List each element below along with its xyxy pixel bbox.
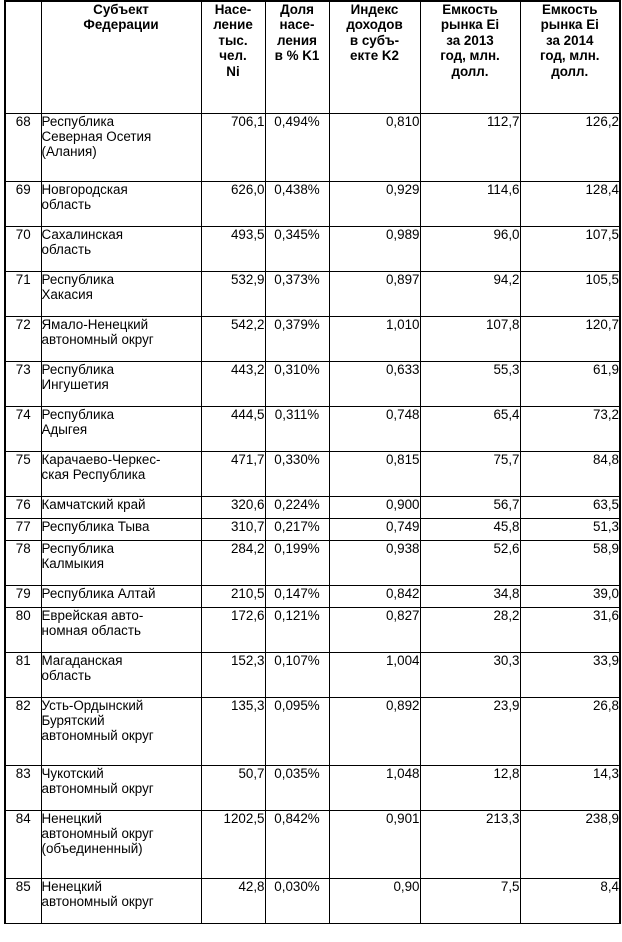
cell-population: 706,1 [201,113,265,181]
cell-income-index: 0,90 [329,878,420,923]
cell-index: 72 [5,316,41,361]
text-line: Республика [41,361,115,377]
cell-capacity-2014: 107,5 [520,226,620,271]
column-header-income-index-lines [330,2,420,64]
cell-subject [41,652,201,697]
cell-share: 0,030% [265,878,329,923]
cell-capacity-2013: 23,9 [420,697,520,765]
table-row[interactable] [5,607,620,652]
cell-income-index: 0,827 [329,607,420,652]
cell-income-index: 0,892 [329,697,420,765]
cell-population: 493,5 [201,226,265,271]
cell-income-index: 0,900 [329,496,420,518]
cell-index: 73 [5,361,41,406]
text-line: Насе- [214,2,252,17]
cell-capacity-2014: 51,3 [520,518,620,540]
cell-population: 532,9 [201,271,265,316]
table-row[interactable] [5,181,620,226]
cell-index: 80 [5,607,41,652]
cell-subject [41,585,201,607]
cell-income-index: 0,901 [329,810,420,878]
cell-share: 0,842% [265,810,329,878]
cell-share: 0,107% [265,652,329,697]
cell-capacity-2014: 73,2 [520,406,620,451]
text-line: Бурятский [41,712,105,728]
cell-income-index: 1,048 [329,765,420,810]
text-line: чел. [219,48,247,64]
table-row[interactable] [5,810,620,878]
cell-share: 0,095% [265,697,329,765]
column-header-capacity-2013 [420,1,520,113]
cell-income-index: 0,842 [329,585,420,607]
table-row[interactable] [5,316,620,361]
text-line: ления [277,32,317,48]
cell-income-index: 0,810 [329,113,420,181]
cell-capacity-2013: 56,7 [420,496,520,518]
cell-share: 0,438% [265,181,329,226]
cell-capacity-2013: 213,3 [420,810,520,878]
text-line: долл. [551,63,589,79]
cell-subject [41,878,201,923]
cell-capacity-2014: 39,0 [520,585,620,607]
cell-index: 69 [5,181,41,226]
text-line: Чукотский [41,765,104,781]
cell-index: 82 [5,697,41,765]
text-line: Республика Алтай [41,585,156,601]
table-row[interactable] [5,271,620,316]
table-row[interactable] [5,451,620,496]
cell-income-index: 0,989 [329,226,420,271]
cell-share: 0,121% [265,607,329,652]
cell-population: 310,7 [201,518,265,540]
cell-subject [41,316,201,361]
cell-income-index: 0,938 [329,540,420,585]
cell-capacity-2014: 61,9 [520,361,620,406]
column-header-subject-lines [44,2,199,33]
cell-subject [41,271,201,316]
cell-subject [41,226,201,271]
cell-capacity-2014: 8,4 [520,878,620,923]
table-row[interactable] [5,496,620,518]
column-header-income-index [329,1,420,113]
text-line: Емкость [541,2,598,17]
table-row[interactable] [5,697,620,765]
cell-capacity-2013: 107,8 [420,316,520,361]
cell-share: 0,311% [265,406,329,451]
cell-subject [41,697,201,765]
column-header-population-lines [202,2,265,79]
cell-share: 0,345% [265,226,329,271]
cell-capacity-2013: 94,2 [420,271,520,316]
table-row[interactable] [5,878,620,923]
text-line: Ненецкий [41,810,102,826]
cell-index: 77 [5,518,41,540]
text-line: Республика Тыва [41,518,150,534]
cell-population: 284,2 [201,540,265,585]
text-line: (объединенный) [41,841,143,857]
cell-share: 0,224% [265,496,329,518]
table-header [5,1,620,113]
text-line: год, млн. [539,48,600,64]
text-line: Хакасия [41,286,93,302]
cell-share: 0,379% [265,316,329,361]
cell-population: 1202,5 [201,810,265,878]
cell-capacity-2013: 96,0 [420,226,520,271]
text-line: Новгородская [41,181,128,197]
cell-capacity-2014: 126,2 [520,113,620,181]
cell-subject [41,810,201,878]
cell-capacity-2013: 52,6 [420,540,520,585]
column-header-share [265,1,329,113]
cell-subject [41,361,201,406]
cell-capacity-2013: 28,2 [420,607,520,652]
cell-income-index: 1,004 [329,652,420,697]
cell-capacity-2013: 12,8 [420,765,520,810]
text-line: Калмыкия [41,555,104,571]
cell-income-index: 0,929 [329,181,420,226]
cell-index: 76 [5,496,41,518]
text-line: за 2013 [446,32,494,48]
cell-income-index: 0,633 [329,361,420,406]
text-line: Ненецкий [41,878,102,894]
cell-share: 0,147% [265,585,329,607]
cell-population: 152,3 [201,652,265,697]
cell-share: 0,494% [265,113,329,181]
column-header-population [201,1,265,113]
column-header-capacity-2014 [520,1,620,113]
table-row[interactable] [5,518,620,540]
cell-subject [41,518,201,540]
text-line: автономный округ [41,728,154,744]
header-row [5,1,620,113]
cell-share: 0,035% [265,765,329,810]
cell-capacity-2013: 34,8 [420,585,520,607]
cell-income-index: 1,010 [329,316,420,361]
text-line: область [41,241,92,257]
text-line: доходов [346,17,403,33]
cell-capacity-2013: 55,3 [420,361,520,406]
text-line: Республика [41,113,115,129]
cell-population: 172,6 [201,607,265,652]
cell-capacity-2014: 105,5 [520,271,620,316]
cell-capacity-2013: 114,6 [420,181,520,226]
text-line: екте K2 [350,48,399,64]
text-line: автономный округ [41,780,154,796]
cell-subject [41,181,201,226]
cell-population: 50,7 [201,765,265,810]
cell-population: 135,3 [201,697,265,765]
text-line: Еврейская авто- [41,607,144,623]
text-line: автономный округ [41,893,154,909]
text-line: за 2014 [546,32,594,48]
text-line: Субъект [93,2,149,17]
cell-subject [41,540,201,585]
text-line: Северная Осетия [41,128,152,144]
table-row[interactable] [5,652,620,697]
cell-index: 84 [5,810,41,878]
text-line: Ингушетия [41,376,109,392]
cell-share: 0,199% [265,540,329,585]
text-line: автономный округ [41,331,154,347]
cell-index: 79 [5,585,41,607]
cell-population: 626,0 [201,181,265,226]
column-header-capacity-2013-lines [421,2,520,79]
cell-share: 0,310% [265,361,329,406]
column-header-share-lines [266,2,329,64]
text-line: Индекс [350,2,399,17]
cell-index: 83 [5,765,41,810]
text-line: ление [213,17,253,33]
column-header-subject [41,1,201,113]
text-line: насе- [279,17,315,33]
text-line: Камчатский край [41,496,146,512]
cell-capacity-2014: 84,8 [520,451,620,496]
text-line: рынка Ei [440,17,500,33]
cell-capacity-2014: 238,9 [520,810,620,878]
text-line: тыс. [218,32,248,48]
cell-population: 42,8 [201,878,265,923]
table-row[interactable] [5,540,620,585]
cell-index: 70 [5,226,41,271]
text-line: в % K1 [274,48,320,64]
text-line: рынка Ei [540,17,599,33]
cell-population: 443,2 [201,361,265,406]
cell-share: 0,373% [265,271,329,316]
cell-capacity-2014: 128,4 [520,181,620,226]
cell-subject [41,406,201,451]
cell-capacity-2014: 120,7 [520,316,620,361]
table-row[interactable] [5,406,620,451]
cell-capacity-2014: 26,8 [520,697,620,765]
text-line: год, млн. [440,48,500,64]
cell-capacity-2013: 65,4 [420,406,520,451]
table-row[interactable] [5,226,620,271]
cell-index: 68 [5,113,41,181]
cell-subject [41,496,201,518]
text-line: Сахалинская [41,226,123,242]
table-body [5,113,620,923]
cell-population: 210,5 [201,585,265,607]
text-line: в субъ- [349,32,400,48]
text-line: ская Республика [41,466,146,482]
text-line: Республика [41,406,115,422]
text-line: Усть-Ордынский [41,697,144,713]
cell-subject [41,451,201,496]
text-line: Емкость [442,2,498,17]
text-line: область [41,667,92,683]
cell-capacity-2013: 7,5 [420,878,520,923]
cell-capacity-2013: 112,7 [420,113,520,181]
cell-subject [41,765,201,810]
text-line: Республика [41,540,115,556]
text-line: Карачаево-Черкес- [41,451,161,467]
text-line: Адыгея [41,421,88,437]
text-line: Доля [280,2,314,17]
cell-subject [41,113,201,181]
cell-income-index: 0,748 [329,406,420,451]
text-line: номная область [41,622,141,638]
table-row[interactable] [5,113,620,181]
cell-capacity-2013: 75,7 [420,451,520,496]
cell-income-index: 0,749 [329,518,420,540]
cell-index: 75 [5,451,41,496]
cell-population: 320,6 [201,496,265,518]
text-line: Ямало-Ненецкий [41,316,149,332]
text-line: автономный округ [41,825,154,841]
cell-population: 471,7 [201,451,265,496]
cell-income-index: 0,815 [329,451,420,496]
text-line: Ni [226,63,240,79]
cell-index: 81 [5,652,41,697]
cell-capacity-2014: 14,3 [520,765,620,810]
cell-capacity-2014: 63,5 [520,496,620,518]
cell-index: 85 [5,878,41,923]
table-row[interactable] [5,765,620,810]
column-header-index [5,1,41,113]
regions-market-capacity-table [4,0,621,924]
text-line: Магаданская [41,652,123,668]
column-header-capacity-2014-lines [521,2,620,79]
cell-index: 74 [5,406,41,451]
cell-capacity-2013: 30,3 [420,652,520,697]
text-line: долл. [451,63,489,79]
cell-capacity-2014: 31,6 [520,607,620,652]
cell-capacity-2013: 45,8 [420,518,520,540]
table-row[interactable] [5,361,620,406]
cell-index: 71 [5,271,41,316]
cell-population: 542,2 [201,316,265,361]
cell-subject [41,607,201,652]
cell-share: 0,330% [265,451,329,496]
cell-capacity-2014: 58,9 [520,540,620,585]
text-line: Республика [41,271,115,287]
cell-share: 0,217% [265,518,329,540]
text-line: (Алания) [41,144,97,160]
cell-population: 444,5 [201,406,265,451]
text-line: область [41,196,92,212]
table-row[interactable] [5,585,620,607]
cell-capacity-2014: 33,9 [520,652,620,697]
text-line: Федерации [83,17,159,33]
cell-income-index: 0,897 [329,271,420,316]
cell-index: 78 [5,540,41,585]
